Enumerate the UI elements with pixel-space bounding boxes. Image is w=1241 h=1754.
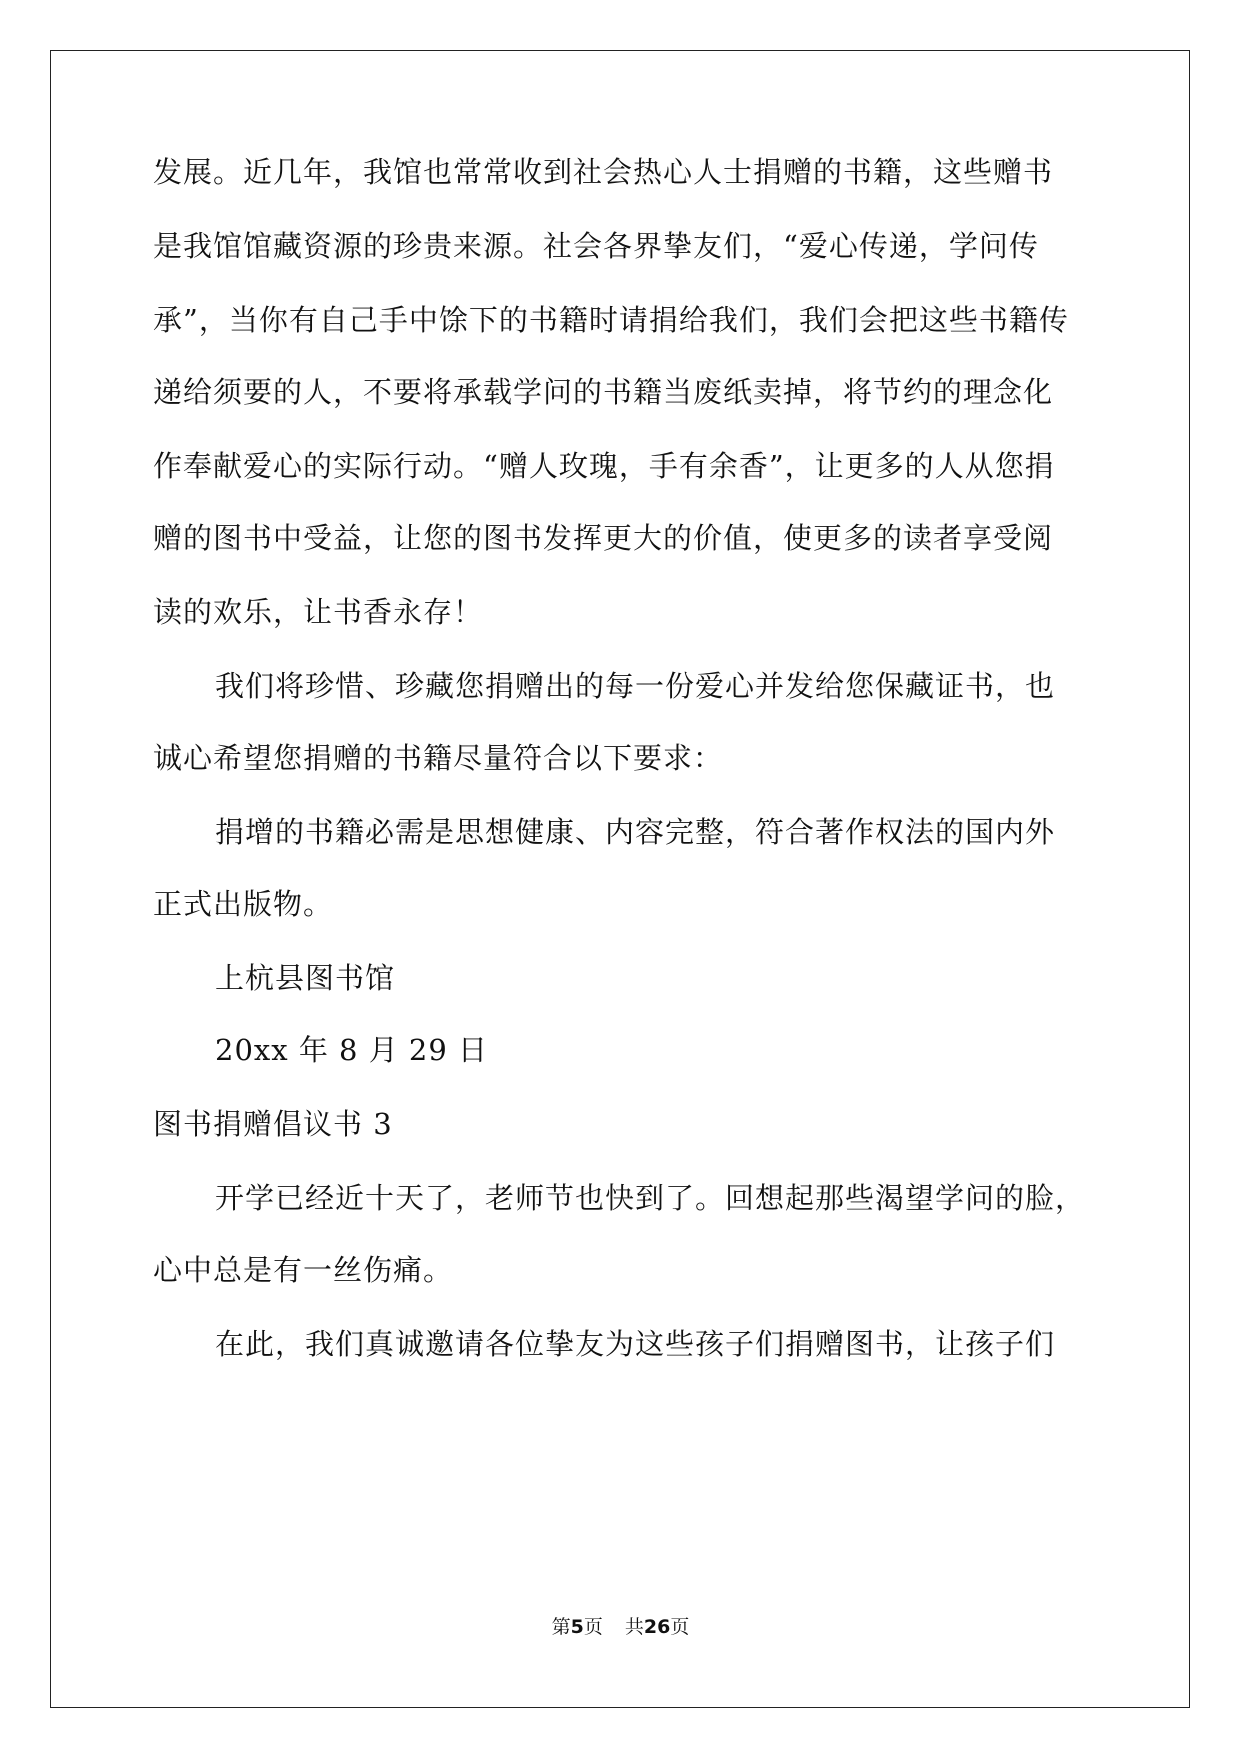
text-line: 递给须要的人，不要将承载学问的书籍当废纸卖掉，将节约的理念化 xyxy=(153,375,1054,409)
text-line: 诚心希望您捐赠的书籍尽量符合以下要求： xyxy=(153,741,724,775)
text-line: 心中总是有一丝伤痛。 xyxy=(153,1253,454,1287)
text-line: 发展。近几年，我馆也常常收到社会热心人士捐赠的书籍，这些赠书 xyxy=(153,155,1054,189)
footer-page-suffix: 页 xyxy=(583,1616,603,1638)
text-line: 作奉献爱心的实际行动。“赠人玫瑰，手有余香”，让更多的人从您捐 xyxy=(153,449,1055,483)
text-line: 正式出版物。 xyxy=(153,887,334,921)
text-line: 我们将珍惜、珍藏您捐赠出的每一份爱心并发给您保藏证书，也 xyxy=(215,669,1056,703)
text-line: 赠的图书中受益，让您的图书发挥更大的价值，使更多的读者享受阅 xyxy=(153,521,1054,555)
signature: 上杭县图书馆 xyxy=(215,961,396,995)
footer-total-prefix: 共 xyxy=(624,1616,644,1638)
page-border xyxy=(50,50,1190,1708)
text-line: 开学已经近十天了，老师节也快到了。回想起那些渴望学问的脸， xyxy=(215,1181,1086,1215)
footer-prefix: 第 xyxy=(551,1616,571,1638)
page-number: 5 xyxy=(570,1616,584,1638)
page-footer xyxy=(0,1615,1241,1639)
date: 20xx 年 8 月 29 日 xyxy=(215,1033,489,1067)
text-line: 捐增的书籍必需是思想健康、内容完整，符合著作权法的国内外 xyxy=(215,815,1056,849)
total-pages: 26 xyxy=(643,1616,671,1638)
text-line: 是我馆馆藏资源的珍贵来源。社会各界挚友们，“爱心传递，学问传 xyxy=(153,229,1039,263)
text-line: 在此，我们真诚邀请各位挚友为这些孩子们捐赠图书，让孩子们 xyxy=(215,1327,1056,1361)
footer-total-suffix: 页 xyxy=(670,1616,690,1638)
text-line: 读的欢乐，让书香永存！ xyxy=(153,595,484,629)
section-title: 图书捐赠倡议书 3 xyxy=(153,1107,393,1141)
text-line: 承”，当你有自己手中馀下的书籍时请捐给我们，我们会把这些书籍传 xyxy=(153,303,1069,337)
